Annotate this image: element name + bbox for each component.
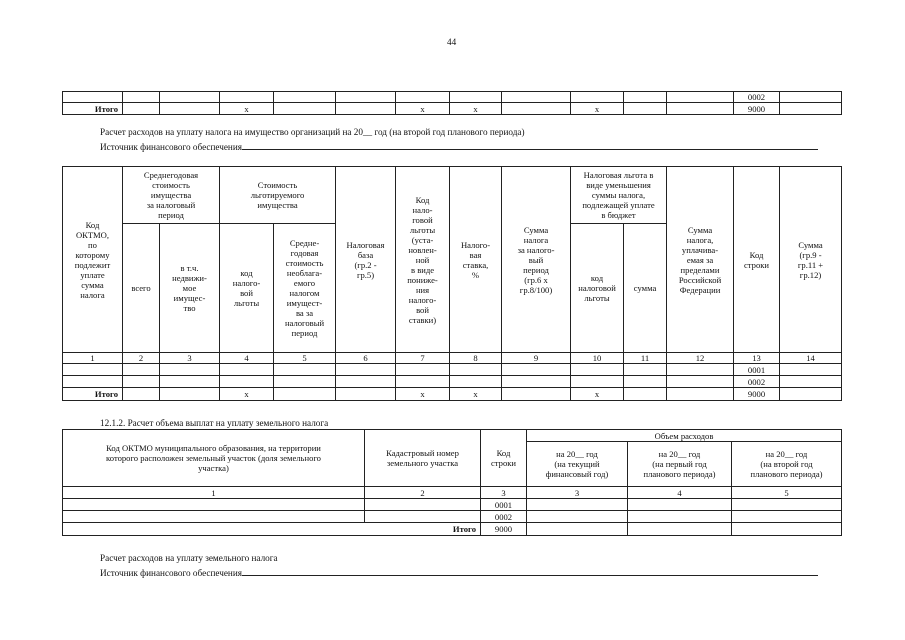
col-outside-rf-header: Сумма налога, уплачива- емая за пределами Российской Федерации: [667, 167, 734, 353]
col-oktmo-header: Код ОКТМО, по которому подлежит уплате сумма налога: [63, 167, 123, 353]
top-table: [62, 91, 842, 115]
col-benefit-value-header: Стоимость льготируемого имущества: [220, 167, 336, 224]
col-benefit-code-sub-header: код налого- вой льготы: [220, 224, 274, 353]
col-rate-header: Налого- вая ставка, %: [450, 167, 502, 353]
land-volume-header: Объем расходов: [527, 430, 842, 442]
source-line: [100, 140, 818, 153]
col-avg-value-header: Среднегодовая стоимость имущества за налоговый период: [123, 167, 220, 224]
column-number-row: 1 2 3 4 5 6 7 8 9 10 11 12 13 14: [63, 353, 842, 364]
col-total-sum-header: Сумма (гр.9 - гр.11 + гр.12): [780, 167, 842, 353]
col-line-code-header: Код строки: [734, 167, 780, 353]
col-tax-base-header: Налоговая база (гр.2 - гр.5): [336, 167, 396, 353]
land-oktmo-header: Код ОКТМО муниципального образования, на территории которого расположен земельный участок (доля земельного участка): [63, 430, 365, 487]
land-second-plan-header: на 20__ год (на второй год планового периода): [732, 442, 842, 487]
column-number-row: 1 2 3 3 4 5: [63, 487, 842, 499]
table-row: 0002: [63, 376, 842, 388]
col-reduction-code-header: код налоговой льготы: [571, 224, 624, 353]
source-underline: [242, 566, 818, 576]
property-tax-heading: Расчет расходов на уплату налога на имущество организаций на 20__ год (на второй год планового периода): [100, 127, 525, 137]
header-row: [63, 167, 842, 224]
col-benefit-avg-header: Средне- годовая стоимость необлага- емого налогом имущест- ва за налоговый период: [274, 224, 336, 353]
property-tax-table: [62, 166, 842, 401]
source-label: Источник финансового обеспечения: [100, 142, 242, 152]
col-avg-total-header: всего: [123, 224, 160, 353]
table-row: 0002: [63, 511, 842, 523]
source-underline: [242, 140, 818, 150]
land-cadastral-header: Кадастровый номер земельного участка: [365, 430, 481, 487]
table-row: 0001: [63, 364, 842, 376]
land-tax-expenses-heading: Расчет расходов на уплату земельного налога: [100, 553, 278, 563]
land-first-plan-header: на 20__ год (на первый год планового периода): [628, 442, 732, 487]
land-current-year-header: на 20__ год (на текущий финансовый год): [527, 442, 628, 487]
land-line-code-header: Код строки: [481, 430, 527, 487]
page-number: 44: [447, 37, 457, 47]
table-row: 0002: [63, 92, 842, 103]
table-row: Итого х х х х 9000: [63, 388, 842, 401]
col-benefit-code-header: Код нало- говой льготы (уста- новлен- ной в виде пониже- ния налого- вой ставки): [396, 167, 450, 353]
col-tax-sum-header: Сумма налога за налого- вый период (гр.6 х гр.8/100): [502, 167, 571, 353]
source-label: Источник финансового обеспечения: [100, 568, 242, 578]
table-row: Итого 9000: [63, 523, 842, 536]
col-avg-realty-header: в т.ч. недвижи- мое имущес- тво: [160, 224, 220, 353]
header-row: [63, 430, 842, 442]
col-reduction-sum-header: сумма: [624, 224, 667, 353]
table-row: Итого х х х х 9000: [63, 103, 842, 115]
col-reduction-header: Налоговая льгота в виде уменьшения суммы налога, подлежащей уплате в бюджет: [571, 167, 667, 224]
source-line: [100, 566, 818, 579]
table-row: 0001: [63, 499, 842, 511]
land-tax-heading: 12.1.2. Расчет объема выплат на уплату земельного налога: [100, 418, 329, 428]
land-tax-table: [62, 429, 842, 536]
